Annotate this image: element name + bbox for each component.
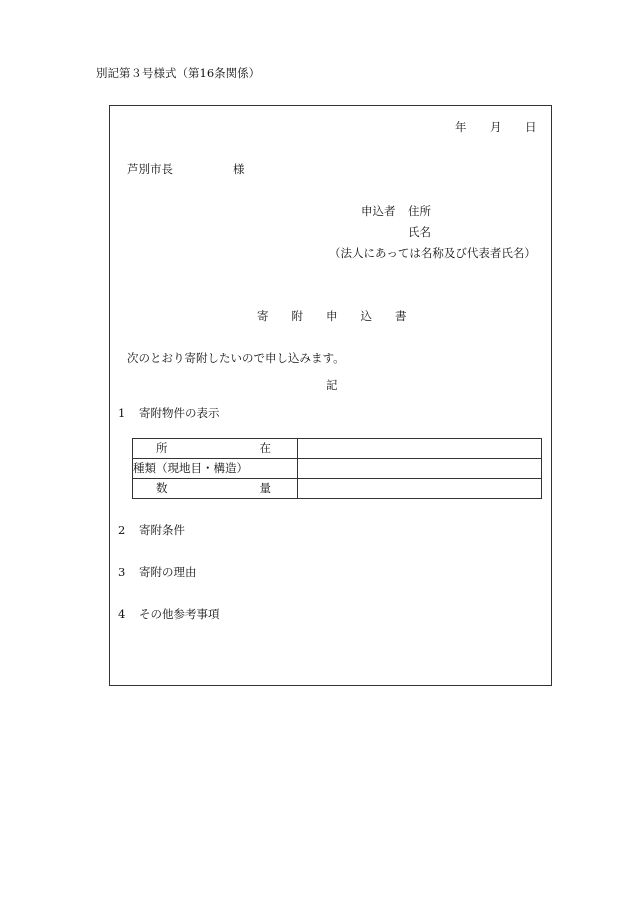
section-1-title: 寄附物件の表示 bbox=[139, 406, 220, 420]
table-row-type bbox=[133, 459, 542, 479]
section-2-number: 2 bbox=[118, 523, 126, 537]
date-day: 日 bbox=[525, 120, 537, 134]
applicant-corporate-note: （法人にあっては名称及び代表者氏名） bbox=[329, 246, 536, 260]
location-value bbox=[298, 439, 542, 459]
date-year: 年 bbox=[455, 120, 467, 134]
location-label-cell bbox=[133, 439, 298, 459]
ki-heading: 記 bbox=[326, 378, 338, 392]
type-value bbox=[298, 459, 542, 479]
type-label: 種類（現地目・構造） bbox=[133, 459, 298, 479]
date-month: 月 bbox=[490, 120, 502, 134]
applicant-address-label: 住所 bbox=[408, 204, 431, 218]
section-4-title: その他参考事項 bbox=[139, 607, 220, 621]
addressee-honorific: 様 bbox=[233, 162, 245, 176]
document-title: 寄 附 申 込 書 bbox=[257, 309, 407, 323]
quantity-label-a: 数 bbox=[156, 480, 168, 495]
quantity-label-cell bbox=[133, 479, 298, 499]
section-2-title: 寄附条件 bbox=[139, 523, 185, 537]
section-3-title: 寄附の理由 bbox=[139, 565, 197, 579]
form-number-title: 別記第３号様式（第16条関係） bbox=[96, 66, 261, 80]
applicant-name-label: 氏名 bbox=[408, 225, 431, 239]
body-text: 次のとおり寄附したいので申し込みます。 bbox=[127, 351, 345, 365]
section-3-number: 3 bbox=[118, 565, 126, 579]
table-row-location bbox=[133, 439, 542, 459]
section-1-number: 1 bbox=[118, 406, 126, 420]
quantity-value bbox=[298, 479, 542, 499]
form-frame bbox=[109, 105, 552, 686]
section-4-number: 4 bbox=[118, 607, 126, 621]
addressee-name: 芦別市長 bbox=[127, 162, 173, 176]
property-table bbox=[132, 438, 542, 499]
quantity-label-b: 量 bbox=[259, 480, 271, 495]
location-label-a: 所 bbox=[156, 440, 168, 455]
applicant-label: 申込者 bbox=[361, 204, 396, 218]
table-row-quantity bbox=[133, 479, 542, 499]
location-label-b: 在 bbox=[259, 440, 271, 455]
